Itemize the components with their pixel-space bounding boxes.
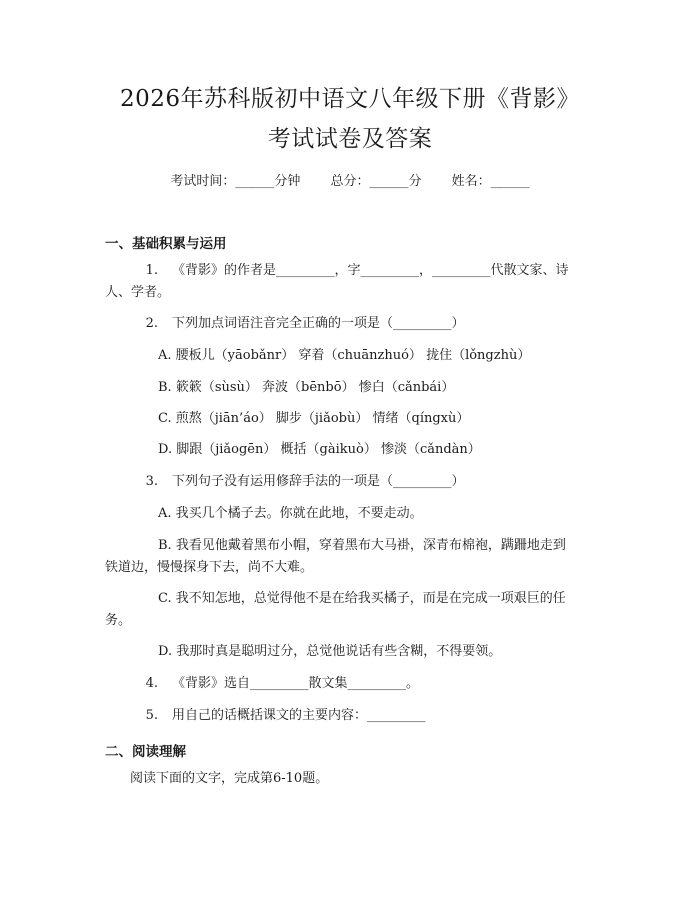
question-2-option-d: D. 脚跟（jiǎogēn） 概括（gàikuò） 惨淡（cǎndàn） xyxy=(158,442,481,457)
question-3-option-c: C. 我不知怎地，总觉得他不是在给我买橘子，而是在完成一项艰巨的任 xyxy=(158,591,566,606)
question-1-text: 《背影》的作者是_________，字_________，_________代散文家、诗 xyxy=(172,263,569,278)
question-3-option-a: A. 我买几个橘子去。你就在此地，不要走动。 xyxy=(158,506,423,521)
exam-name-field: 姓名：______ xyxy=(451,174,530,189)
exam-meta xyxy=(0,170,700,189)
question-1-continuation: 人、学者。 xyxy=(105,285,171,300)
exam-title-line2: 考试试卷及答案 xyxy=(267,126,433,152)
question-4-text: 《背影》选自_________散文集_________。 xyxy=(172,676,420,691)
question-number: 5. xyxy=(145,708,158,723)
question-4 xyxy=(105,677,419,690)
question-3 xyxy=(105,475,465,488)
question-2 xyxy=(105,317,465,330)
question-number: 3. xyxy=(145,474,158,489)
section-2-heading: 二、阅读理解 xyxy=(105,744,186,760)
question-number: 2. xyxy=(145,316,158,331)
question-2-text: 下列加点词语注音完全正确的一项是（_________） xyxy=(172,316,465,331)
section-2-intro: 阅读下面的文字，完成第6-10题。 xyxy=(130,771,329,786)
question-3-text: 下列句子没有运用修辞手法的一项是（_________） xyxy=(172,474,465,489)
section-1-heading: 一、基础积累与运用 xyxy=(105,236,227,252)
question-5 xyxy=(105,709,426,722)
question-3-option-d: D. 我那时真是聪明过分，总觉他说话有些含糊，不得要领。 xyxy=(158,644,502,659)
exam-title-line1: 2026年苏科版初中语文八年级下册《背影》 xyxy=(119,86,581,112)
question-5-text: 用自己的话概括课文的主要内容：_________ xyxy=(172,708,426,723)
exam-score-field: 总分：______分 xyxy=(330,174,422,189)
question-3-option-b: B. 我看见他戴着黑布小帽，穿着黑布大马褂，深青布棉袍，蹒跚地走到 xyxy=(158,538,566,553)
question-number: 4. xyxy=(145,676,158,691)
question-3-option-c-continuation: 务。 xyxy=(105,613,132,628)
question-number: 1. xyxy=(145,263,158,278)
question-2-option-c: C. 煎熬（jiān’áo） 脚步（jiǎobù） 情绪（qíngxù） xyxy=(158,411,470,426)
question-1 xyxy=(105,264,569,277)
question-3-option-b-continuation: 铁道边，慢慢探身下去，尚不大难。 xyxy=(105,560,314,575)
question-2-option-a: A. 腰板儿（yāobǎnr） 穿着（chuānzhuó） 拢住（lǒngzhù） xyxy=(158,348,531,363)
question-2-option-b: B. 簌簌（sùsù） 奔波（bēnbō） 惨白（cǎnbái） xyxy=(158,380,455,395)
exam-time-field: 考试时间：______分钟 xyxy=(170,174,301,189)
